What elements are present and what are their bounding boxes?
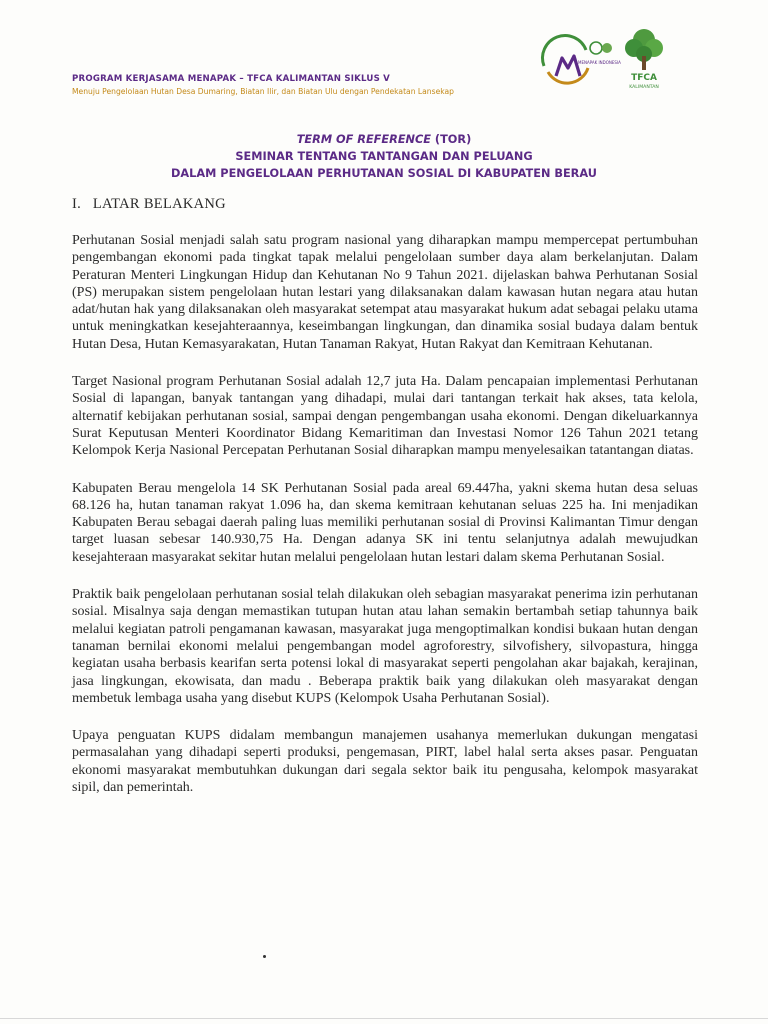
- speck-mark: [263, 955, 266, 958]
- body-text: [72, 232, 698, 816]
- svg-text:MENAPAK INDONESIA: MENAPAK INDONESIA: [578, 60, 621, 65]
- document-header: [72, 74, 454, 96]
- title-line-2: SEMINAR TENTANG TANTANGAN DAN PELUANG: [235, 150, 533, 163]
- tfca-logo-icon: [622, 26, 666, 92]
- paragraph-5: Upaya penguatan KUPS didalam membangun manajemen usahanya memerlukan dukungan mengatasi permasalahan yang dihadapi seperti produksi, pengemasan, PIRT, label halal serta akses pasar. Penguatan ekonomi masyarakat membutuhkan dukungan dari segala sektor baik itu pengusaha, kelompok masyarakat sipil, dan pemerintah.: [72, 728, 698, 796]
- section-heading: I. LATAR BELAKANG: [72, 196, 226, 212]
- title-tor-abbr: (TOR): [431, 133, 472, 146]
- svg-text:KALIMANTAN: KALIMANTAN: [629, 85, 659, 90]
- program-title: PROGRAM KERJASAMA MENAPAK – TFCA KALIMANTAN SIKLUS V: [72, 74, 390, 84]
- title-tor-italic: TERM OF REFERENCE: [296, 133, 431, 146]
- page-bottom-edge: [0, 1018, 768, 1019]
- paragraph-2: Target Nasional program Perhutanan Sosial adalah 12,7 juta Ha. Dalam pencapaian implementasi Perhutanan Sosial di lapangan, banyak tantangan yang dihadapi, mulai dari tantangan terkait hak akses, tata kelola, alternatif kebijakan perhutanan sosial, sampai dengan pengembangan usaha ekonomi. Dengan dikeluarkannya Surat Keputusan Menteri Koordinator Bidang Kemaritiman dan Investasi Nomor 126 Tahun 2021 tetang Kelompok Kerja Nasional Percepatan Perhutanan Sosial diharapkan mampu menyelesaikan tatantangan diatas.: [72, 374, 698, 459]
- paragraph-3: Kabupaten Berau mengelola 14 SK Perhutanan Sosial pada areal 69.447ha, yakni skema hutan desa seluas 68.126 ha, hutan tanaman rakyat 1.096 ha, dan skema kemitraan kehutanan seluas 225 ha. Ini menjadikan Kabupaten Berau sebagai daerah paling luas memiliki perhutanan sosial di Provinsi Kalimantan Timur dengan target luasan sebesar 140.930,75 Ha. Dengan adanya SK ini tentu selanjutnya adalah mewujudkan kesejahteraan masyarakat sekitar hutan melalui pengelolaan hutan lestari dalam skema Perhutanan Sosial.: [72, 480, 698, 565]
- menapak-logo-icon: [538, 36, 621, 86]
- paragraph-1: Perhutanan Sosial menjadi salah satu program nasional yang diharapkan mampu mempercepat pertumbuhan pengembangan ekonomi pada tingkat tapak melalui pengelolaan sumber daya alam berkelanjutan. Dalam Peraturan Menteri Lingkungan Hidup dan Kehutanan No 9 Tahun 2021. dijelaskan bahwa Perhutanan Sosial (PS) merupakan sistem pengelolaan hutan lestari yang dilaksanakan dalam kawasan hutan negara atau hutan adat/hutan hak yang dilaksanakan oleh masyarakat setempat atau masyarakat hukum adat sebagai pelaku utama untuk meningkatkan kesejahteraannya, keseimbangan lingkungan, dan dinamika sosial budaya dalam bentuk Hutan Desa, Hutan Kemasyarakatan, Hutan Tanaman Rakyat, Hutan Rakyat dan Kemitraan Kehutanan.: [72, 233, 698, 352]
- logo-group: [538, 26, 668, 92]
- program-subtitle: Menuju Pengelolaan Hutan Desa Dumaring, Biatan Ilir, dan Biatan Ulu dengan Pendekatan Lansekap: [72, 87, 454, 96]
- title-line-3: DALAM PENGELOLAAN PERHUTANAN SOSIAL DI KABUPATEN BERAU: [171, 167, 597, 180]
- svg-text:TFCA: TFCA: [631, 73, 657, 83]
- title-line-1: [0, 131, 768, 148]
- document-title: [0, 131, 768, 182]
- paragraph-4: Praktik baik pengelolaan perhutanan sosial telah dilakukan oleh sebagian masyarakat penerima izin perhutanan sosial. Misalnya saja dengan memastikan tutupan hutan atau lahan semakin bertambah setiap tahunnya baik melalui kegiatan patroli pengamanan kawasan, masyarakat juga mengoptimalkan kondisi bukaan hutan dengan tanaman bernilai ekonomi melalui pengembangan model agroforestry, silvofishery, silvopastura, hingga kegiatan usaha berbasis kearifan serta potensi lokal di masyarakat seperti pengolahan akar bajakah, kerajinan, jasa lingkungan, ekowisata, dan madu . Beberapa praktik baik yang dilakukan oleh masyarakat dengan membetuk lembaga usaha yang disebut KUPS (Kelompok Usaha Perhutanan Sosial).: [72, 587, 698, 706]
